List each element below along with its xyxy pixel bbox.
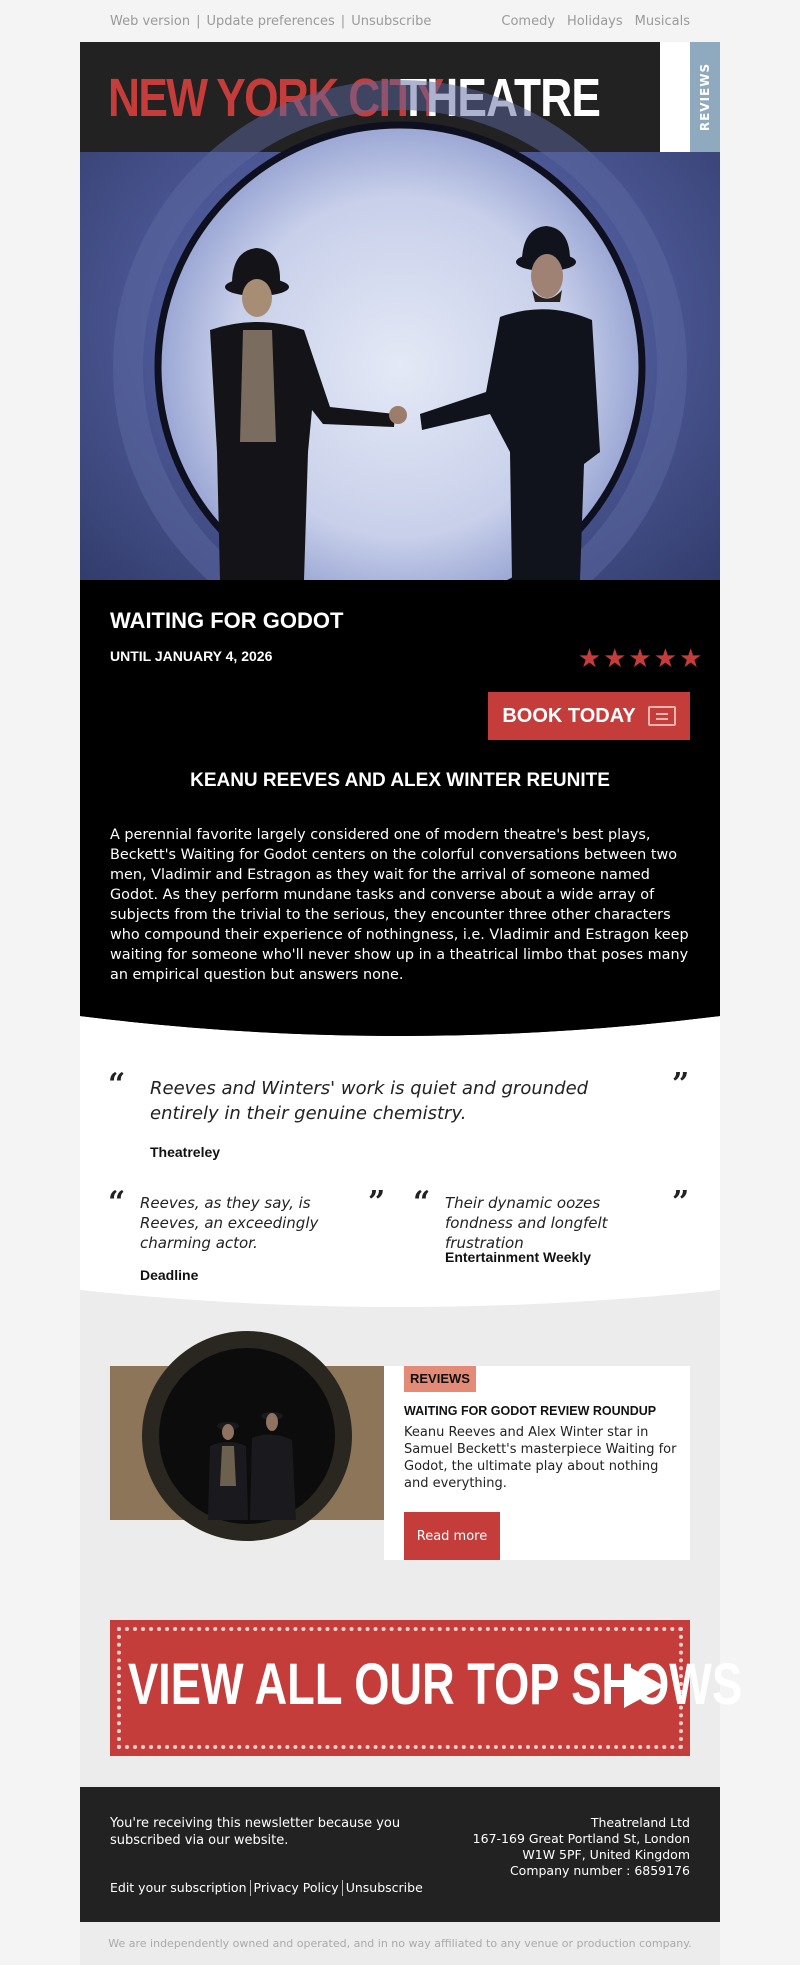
view-all-shows-banner[interactable]	[110, 1620, 743, 1756]
article-title[interactable]: WAITING FOR GODOT REVIEW ROUNDUP	[404, 1404, 657, 1418]
close-quote-icon: ”	[672, 1185, 690, 1220]
top-links	[110, 14, 431, 29]
top-bar	[80, 0, 720, 42]
logo-city[interactable]: NEW YORK CITY	[108, 68, 443, 128]
article-image[interactable]	[110, 1366, 384, 1520]
subscription-reason: You're receiving this newsletter because you subscribed via our website.	[110, 1816, 401, 1848]
left-quote-source: Deadline	[140, 1267, 199, 1283]
category-comedy-link[interactable]: Comedy	[501, 13, 556, 29]
star-icon: ★	[628, 644, 652, 674]
divider: |	[196, 13, 201, 29]
disclaimer: We are independently owned and operated, and in no way affiliated to any venue or production company.	[80, 1922, 720, 1965]
book-today-label: BOOK TODAY	[502, 704, 636, 727]
close-quote-icon: ”	[672, 1067, 690, 1102]
article-card	[384, 1366, 690, 1560]
unsubscribe-link[interactable]: Unsubscribe	[351, 13, 432, 29]
footer	[80, 1787, 720, 1922]
article-text: Keanu Reeves and Alex Winter star in Samuel Beckett's masterpiece Waiting for Godot, the ultimate play about nothing and everything.	[404, 1425, 677, 1491]
reviews-tab[interactable]	[690, 42, 720, 152]
category-musicals-link[interactable]: Musicals	[634, 13, 690, 29]
open-quote-icon: “	[108, 1185, 126, 1220]
ticket-icon	[648, 706, 676, 726]
show-title: WAITING FOR GODOT	[110, 608, 344, 633]
divider	[342, 1880, 343, 1896]
company-address	[473, 1815, 690, 1879]
quotes-section	[80, 1040, 720, 1290]
category-links	[489, 14, 690, 29]
star-icon: ★	[603, 644, 627, 674]
article-illustration	[110, 1366, 384, 1520]
section-curve	[80, 1016, 720, 1040]
star-icon: ★	[577, 644, 602, 674]
show-description: A perennial favorite largely considered one of modern theatre's best plays, Beckett's Waiting for Godot centers on the colorful conversations between two men, Vladimir and Estragon as they wait for the arrival of someone named Godot. As they perform mundane tasks and converse about a wide array of subjects from the trivial to the serious, they encounter three other characters who compound their experience of nothingness, i.e. Vladimir and Estragon keep waiting for someone who'll never show up in a theatrical limbo that poses many an empirical question but answers none.	[110, 827, 689, 983]
divider	[250, 1880, 251, 1896]
address-line-2: W1W 5PF, United Kingdom	[522, 1847, 690, 1862]
show-subheading: KEANU REEVES AND ALEX WINTER REUNITE	[190, 770, 610, 791]
privacy-policy-link[interactable]: Privacy Policy	[253, 1880, 339, 1895]
web-version-link[interactable]: Web version	[110, 13, 191, 29]
logo-theatre[interactable]: THEATRE	[400, 68, 601, 128]
edit-subscription-link[interactable]: Edit your subscription	[110, 1880, 247, 1895]
half-star-icon: ★	[679, 644, 703, 674]
show-date: UNTIL JANUARY 4, 2026	[110, 648, 273, 664]
show-info-section	[80, 580, 720, 1040]
address-line-1: 167-169 Great Portland St, London	[472, 1831, 690, 1846]
open-quote-icon: “	[413, 1185, 431, 1220]
footer-unsubscribe-link[interactable]: Unsubscribe	[345, 1880, 423, 1895]
reviews-tab-label: REVIEWS	[698, 62, 713, 132]
section-curve	[80, 1290, 720, 1320]
divider: |	[340, 13, 346, 29]
footer-links	[110, 1880, 423, 1896]
company-name: Theatreland Ltd	[590, 1815, 690, 1830]
header-tab-spacer	[660, 42, 690, 152]
right-quote: Their dynamic oozes fondness and longfelt frustration	[445, 1194, 608, 1252]
open-quote-icon: “	[108, 1067, 126, 1102]
hero-illustration	[80, 152, 720, 580]
close-quote-icon: ”	[368, 1185, 386, 1220]
update-preferences-link[interactable]: Update preferences	[206, 13, 335, 29]
category-holidays-link[interactable]: Holidays	[567, 13, 623, 29]
star-rating	[576, 644, 703, 674]
reviews-badge: REVIEWS	[404, 1366, 476, 1392]
company-number: Company number : 6859176	[509, 1863, 690, 1878]
play-arrow-icon	[624, 1664, 664, 1708]
left-quote: Reeves, as they say, is Reeves, an exceedingly charming actor.	[140, 1194, 319, 1252]
read-more-button[interactable]: Read more	[404, 1512, 500, 1560]
star-icon: ★	[653, 644, 677, 674]
main-quote-source: Theatreley	[150, 1144, 221, 1160]
book-today-button[interactable]	[488, 692, 690, 740]
main-quote: Reeves and Winters' work is quiet and grounded entirely in their genuine chemistry.	[150, 1078, 589, 1124]
hero-image	[80, 152, 720, 580]
banner-text: VIEW ALL OUR TOP SHOWS	[128, 1652, 743, 1717]
right-quote-source: Entertainment Weekly	[445, 1249, 592, 1265]
